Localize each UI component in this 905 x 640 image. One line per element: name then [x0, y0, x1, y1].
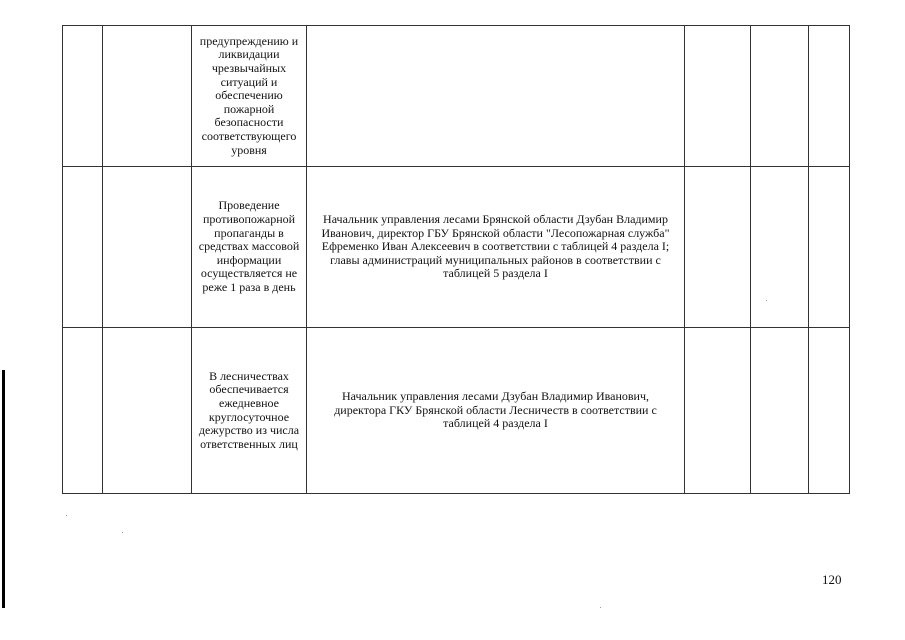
category-cell [103, 167, 192, 328]
empty-cell [685, 167, 751, 328]
empty-cell [809, 26, 850, 167]
scan-speck [66, 515, 67, 516]
index-cell [63, 328, 103, 494]
responsible-cell [307, 167, 685, 328]
responsible-cell [307, 328, 685, 494]
measure-cell [192, 328, 307, 494]
measure-text: Проведение противопожарной пропаганды в средствах массовой информации осуществляется не реже 1 раза в день [198, 198, 300, 294]
empty-cell [809, 328, 850, 494]
table-row [63, 26, 850, 167]
empty-cell [751, 167, 809, 328]
empty-cell [751, 26, 809, 167]
measures-table [62, 25, 850, 494]
responsible-text: Начальник управления лесами Дзубан Владимир Иванович, директора ГКУ Брянской области Лесничеств в соответствии с таблицей 4 раздела I [334, 389, 657, 431]
scan-edge-mark [2, 370, 5, 608]
scan-speck [766, 300, 767, 301]
table-row [63, 328, 850, 494]
scan-speck [122, 532, 123, 533]
measure-text: В лесничествах обеспечивается ежедневное круглосуточное дежурство из числа ответственных лиц [198, 368, 300, 451]
responsible-cell [307, 26, 685, 167]
empty-cell [809, 167, 850, 328]
scan-speck [600, 607, 601, 608]
index-cell [63, 167, 103, 328]
measure-cell [192, 167, 307, 328]
responsible-text: Начальник управления лесами Брянской области Дзубан Владимир Иванович, директор ГБУ Брянской области "Лесопожарная служба" Ефременко Иван Алексеевич в соответствии с таблицей 4 раздела I; главы администраций муниципальных районов в соответствии с таблицей 5 раздела I [321, 212, 670, 281]
index-cell [63, 26, 103, 167]
empty-cell [685, 26, 751, 167]
measure-text: предупреждению и ликвидации чрезвычайных ситуаций и обеспечению пожарной безопасности соответствующего уровня [199, 33, 299, 157]
page-number: 120 [822, 572, 842, 587]
empty-cell [685, 328, 751, 494]
category-cell [103, 328, 192, 494]
empty-cell [751, 328, 809, 494]
category-cell [103, 26, 192, 167]
table-row [63, 167, 850, 328]
measure-cell [192, 26, 307, 167]
